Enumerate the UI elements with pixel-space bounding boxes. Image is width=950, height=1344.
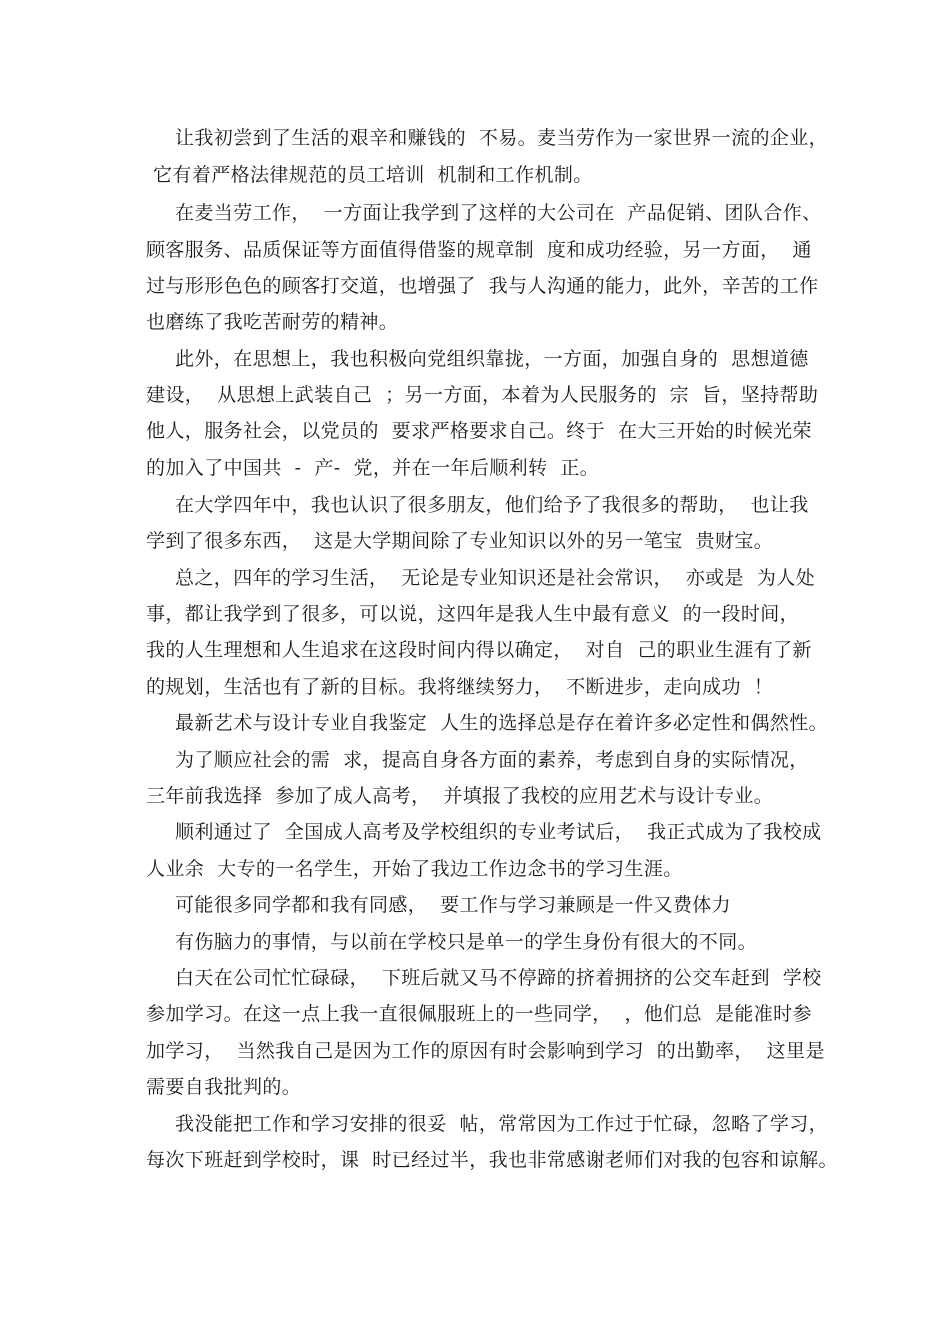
text-line: 学到了很多东西， 这是大学期间除了专业知识以外的另一笔宝 贵财宝。 [146, 530, 774, 552]
text-line: 每次下班赶到学校时，课 时已经过半，我也非常感谢老师们对我的包容和谅解。 [146, 1149, 838, 1171]
text-line: 为了顺应社会的需 求，提高自身各方面的素养，考虑到自身的实际情况， [175, 749, 809, 771]
text-line: 它有着严格法律规范的员工培训 机制和工作机制。 [153, 164, 593, 186]
text-line: 在麦当劳工作， 一方面让我学到了这样的大公司在 产品促销、团队合作、 [175, 202, 822, 224]
text-line: 的加入了中国共 - 产- 党，并在一年后顺利转 正。 [146, 457, 600, 479]
text-line: 有伤脑力的事情，与以前在学校只是单一的学生身份有很大的不同。 [175, 931, 758, 953]
text-line: 总之，四年的学习生活， 无论是专业知识还是社会常识， 亦或是 为人处 [175, 567, 816, 589]
text-line: 参加学习。在这一点上我一直很佩服班上的一些同学， ，他们总 是能准时参 [146, 1003, 812, 1025]
text-line: 三年前我选择 参加了成人高考， 并填报了我校的应用艺术与设计专业。 [146, 785, 774, 807]
text-line: 建设， 从思想上武装自己 ；另一方面，本着为人民服务的 宗 旨，坚持帮助 [146, 384, 819, 406]
text-line: 顺利通过了 全国成人高考及学校组织的专业考试后， 我正式成为了我校成 [175, 821, 822, 843]
text-line: 白天在公司忙忙碌碌， 下班后就又马不停蹄的挤着拥挤的公交车赶到 学校 [175, 967, 822, 989]
text-line: 顾客服务、品质保证等方面值得借鉴的规章制 度和成功经验，另一方面， 通 [146, 239, 812, 261]
text-line: 在大学四年中，我也认识了很多朋友，他们给予了我很多的帮助， 也让我 [175, 494, 809, 516]
text-line: 的规划，生活也有了新的目标。我将继续努力， 不断进步，走向成功 ！ [146, 676, 774, 698]
text-line: 我的人生理想和人生追求在这段时间内得以确定， 对自 己的职业生涯有了新 [146, 639, 812, 661]
text-line: 最新艺术与设计专业自我鉴定 人生的选择总是存在着许多必定性和偶然性。 [175, 712, 829, 734]
text-line: 他人，服务社会，以党员的 要求严格要求自己。终于 在大三开始的时候光荣 [146, 420, 812, 442]
text-line: 我没能把工作和学习安排的很妥 帖，常常因为工作过于忙碌，忽略了学习， [175, 1113, 829, 1135]
text-line: 此外，在思想上，我也积极向党组织靠拢，一方面，加强自身的 思想道德 [175, 348, 809, 370]
text-line: 可能很多同学都和我有同感， 要工作与学习兼顾是一件又费体力 [175, 894, 732, 916]
text-line: 也磨练了我吃苦耐劳的精神。 [146, 311, 399, 333]
text-line: 让我初尝到了生活的艰辛和赚钱的 不易。麦当劳作为一家世界一流的企业， [175, 127, 829, 149]
text-line: 需要自我批判的。 [146, 1076, 302, 1098]
text-line: 加学习， 当然我自己是因为工作的原因有时会影响到学习 的出勤率， 这里是 [146, 1040, 825, 1062]
text-line: 事，都让我学到了很多，可以说，这四年是我人生中最有意义 的一段时间， [146, 603, 800, 625]
text-line: 过与形形色色的顾客打交道，也增强了 我与人沟通的能力，此外，辛苦的工作 [146, 275, 819, 297]
text-line: 人业余 大专的一名学生，开始了我边工作边念书的学习生涯。 [146, 858, 683, 880]
